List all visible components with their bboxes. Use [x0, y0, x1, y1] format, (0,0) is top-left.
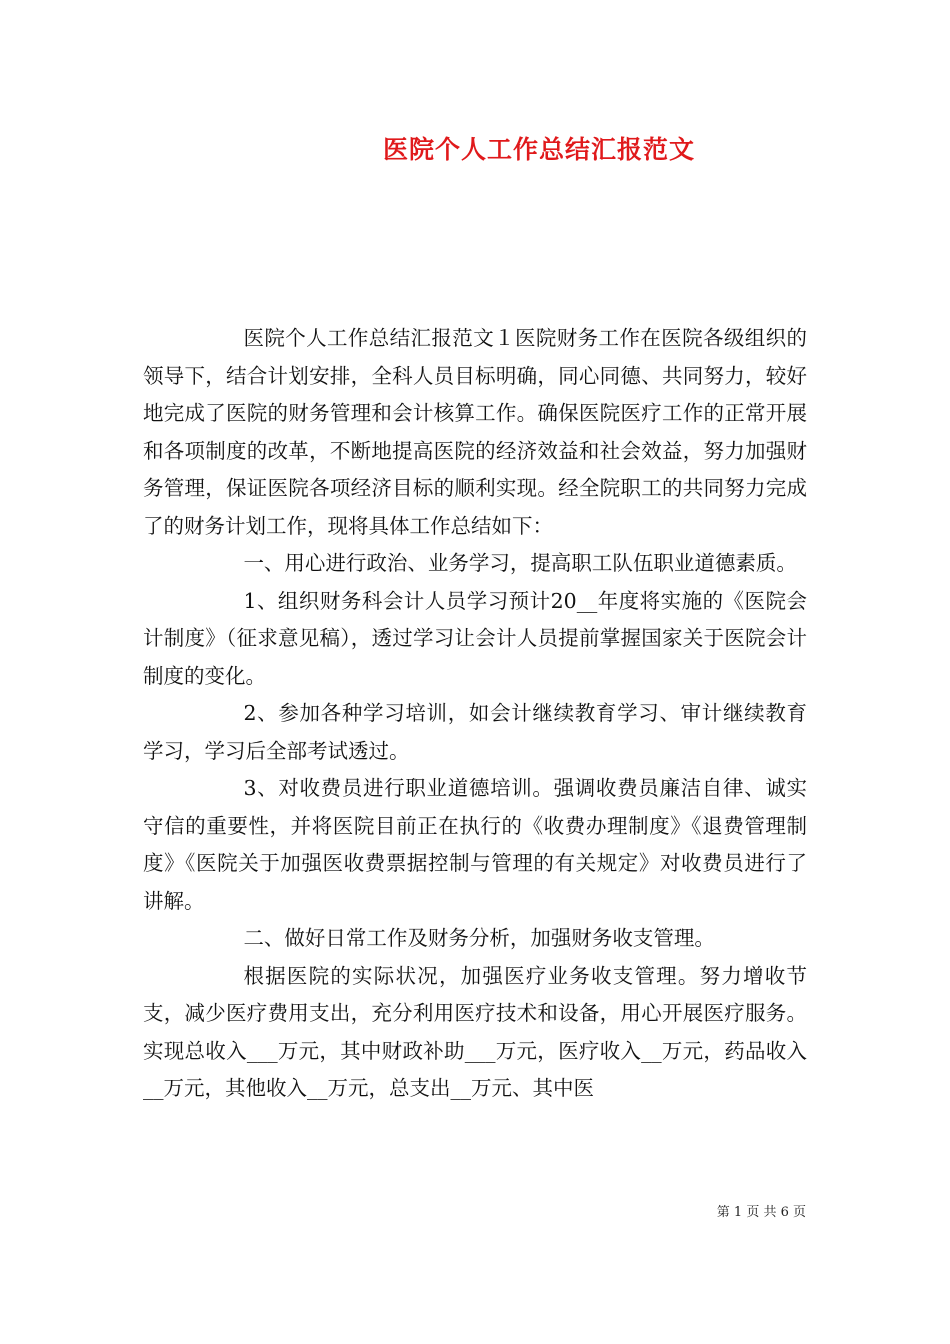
- paragraph-intro: 医院个人工作总结汇报范文１医院财务工作在医院各级组织的领导下，结合计划安排，全科人员目标明确，同心同德、共同努力，较好地完成了医院的财务管理和会计核算工作。确保医院医疗工作的正常开展和各项制度的改革，不断地提高医院的经济效益和社会效益，努力加强财务管理，保证医院各项经济目标的顺利实现。经全院职工的共同努力完成了的财务计划工作，现将具体工作总结如下：: [143, 326, 807, 538]
- page-footer: 第 1 页 共 6 页: [716, 1205, 806, 1220]
- section-heading-2: 二、做好日常工作及财务分析，加强财务收支管理。: [243, 926, 715, 950]
- paragraph-revenue: 根据医院的实际状况，加强医疗业务收支管理。努力增收节支，减少医疗费用支出，充分利用医疗技术和设备，用心开展医疗服务。实现总收入___万元，其中财政补助___万元，医疗收入__万元，药品收入__万元，其他收入__万元，总支出__万元、其中医: [143, 963, 807, 1100]
- section-heading-1: 一、用心进行政治、业务学习，提高职工队伍职业道德素质。: [243, 551, 797, 575]
- document-title: 医院个人工作总结汇报范文: [382, 135, 695, 164]
- document-body: [143, 320, 807, 1108]
- paragraph-item-3: 3、对收费员进行职业道德培训。强调收费员廉洁自律、诚实守信的重要性，并将医院目前正在执行的《收费办理制度》《退费管理制度》《医院关于加强医收费票据控制与管理的有关规定》对收费员进行了讲解。: [143, 776, 807, 913]
- paragraph-item-2: 2、参加各种学习培训，如会计继续教育学习、审计继续教育学习，学习后全部考试透过。: [143, 701, 807, 763]
- paragraph-item-1: 1、组织财务科会计人员学习预计20__年度将实施的《医院会计制度》（征求意见稿），透过学习让会计人员提前掌握国家关于医院会计制度的变化。: [143, 588, 807, 688]
